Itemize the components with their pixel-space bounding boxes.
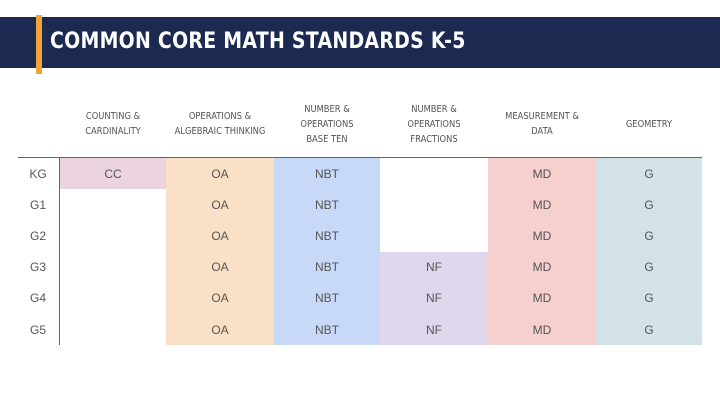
table-cell-oa: OA xyxy=(211,260,229,275)
table-cell-nf: NF xyxy=(426,291,442,306)
table-cell-nf: NF xyxy=(426,260,442,275)
table-cell-g: G xyxy=(644,291,654,306)
table-cell-nbt: NBT xyxy=(315,322,339,337)
column-header-geometry: GEOMETRY xyxy=(625,118,673,130)
column-header-operations-algebraic: OPERATIONS & ALGEBRAIC THINKING xyxy=(174,111,266,137)
table-cell-nf xyxy=(380,158,488,189)
table-cell-nbt: NBT xyxy=(315,228,339,243)
table-cell-g: G xyxy=(644,322,654,337)
table-cell-cc: CC xyxy=(104,166,122,181)
table-cell-oa: OA xyxy=(211,166,229,181)
table-cell-nf xyxy=(380,220,488,251)
table-cell-nf xyxy=(380,189,488,220)
row-label-g3: G3 xyxy=(29,260,46,275)
row-label-g1: G1 xyxy=(29,197,46,212)
table-cell-g: G xyxy=(644,260,654,275)
table-cell-g: G xyxy=(644,228,654,243)
row-label-g4: G4 xyxy=(29,291,46,306)
table-cell-nbt: NBT xyxy=(315,260,339,275)
table-cell-md: MD xyxy=(532,197,552,212)
table-cell-nbt: NBT xyxy=(315,197,339,212)
table-cell-md: MD xyxy=(532,166,552,181)
table-cell-nf: NF xyxy=(426,322,442,337)
row-label-g2: G2 xyxy=(29,228,46,243)
table-cell-md: MD xyxy=(532,322,552,337)
title-accent-bar xyxy=(36,15,42,74)
table-cell-oa: OA xyxy=(211,197,229,212)
table-cell-oa: OA xyxy=(211,291,229,306)
column-header-number-base-ten: NUMBER & OPERATIONS BASE TEN xyxy=(300,103,354,145)
row-label-g5: G5 xyxy=(29,322,46,337)
table-cell-g: G xyxy=(644,197,654,212)
table-cell-nbt: NBT xyxy=(315,166,339,181)
table-cell-cc xyxy=(60,220,166,251)
table-cell-md: MD xyxy=(532,228,552,243)
column-header-number-fractions: NUMBER & OPERATIONS FRACTIONS xyxy=(407,103,461,145)
table-cell-cc xyxy=(60,314,166,345)
table-cell-md: MD xyxy=(532,260,552,275)
table-cell-md: MD xyxy=(532,291,552,306)
table-cell-cc xyxy=(60,252,166,283)
column-header-measurement-data: MEASUREMENT & DATA xyxy=(505,111,579,137)
column-header-counting-cardinality: COUNTING & CARDINALITY xyxy=(85,111,141,137)
row-label-kg: KG xyxy=(29,166,47,181)
page-title: COMMON CORE MATH STANDARDS K-5 xyxy=(50,29,466,54)
table-cell-g: G xyxy=(644,166,654,181)
table-cell-nbt: NBT xyxy=(315,291,339,306)
table-cell-cc xyxy=(60,283,166,314)
table-cell-oa: OA xyxy=(211,322,229,337)
table-cell-oa: OA xyxy=(211,228,229,243)
table-cell-cc xyxy=(60,189,166,220)
